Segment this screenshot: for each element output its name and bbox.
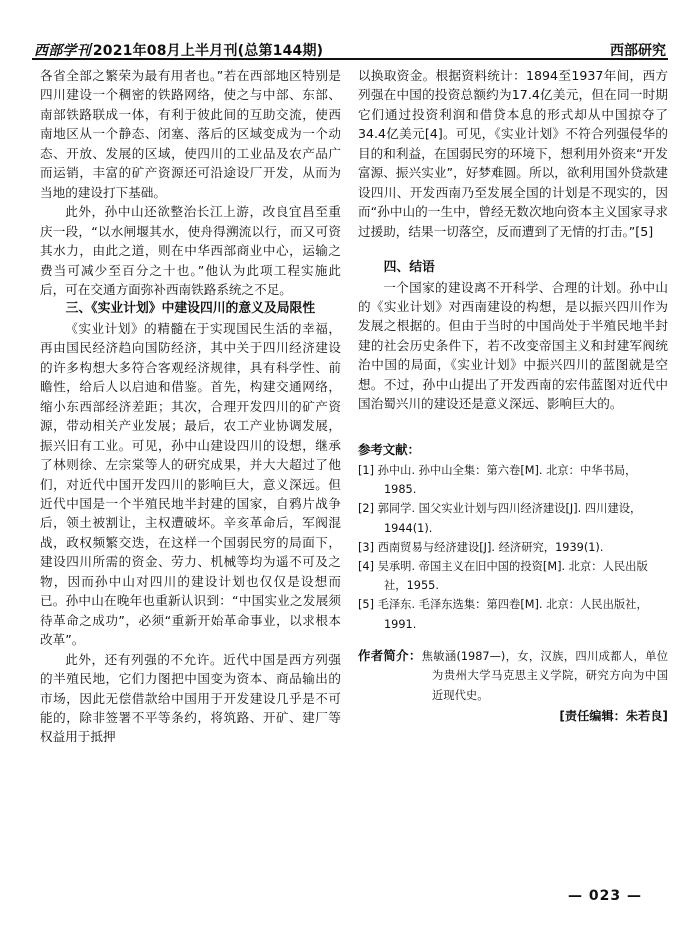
references — [358, 440, 668, 634]
right-column — [358, 66, 668, 727]
running-header-left — [34, 40, 323, 60]
paragraph: 《实业计划》的精髓在于实现国民生活的幸福，再由国民经济趋向国防经济，其中关于四川经济建设的许多构想大多符合客观经济规律，具有科学性、前瞻性，给后人以启迪和借鉴。首先，构建交通网络，缩小东西部经济差距；其次，合理开发四川的矿产资源，带动相关产业发展；最后，农工产业协调发展，振兴旧有工业。可见，孙中山建设四川的设想，继承了林则徐、左宗棠等人的研究成果，并大大超过了他们，对近代中国开发四川的影响巨大，意义深远。但近代中国是一个半殖民地半封建的国家，自鸦片战争后，领土被割让，主权遭破坏。辛亥革命后，军阀混战，政权频繁交迭，在这样一个国弱民穷的局面下，建设四川所需的资金、劳力、机械等均为遥不可及之物，因而孙中山对四川的建设计划也仅仅是设想而已。孙中山在晚年也重新认识到：“中国实业之发展须待革命之成功”，必须“重新开始革命事业，以求根本改革”。 — [40, 320, 341, 648]
reference-item: [5] 毛泽东. 毛泽东选集：第四卷[M]. 北京：人民出版社，1991. — [358, 598, 648, 631]
issue-info: 2021年08月上半月刊(总第144期) — [92, 43, 324, 59]
reference-item: [1] 孙中山. 孙中山全集：第六卷[M]. 北京：中华书局，1985. — [358, 463, 637, 497]
paragraph: 以换取资金。根据资料统计：1894至1937年间，西方列强在中国的投资总额约为17.4亿美元，但在同一时期它们通过投资利润和借贷本息的形式却从中国掠夺了34.4亿美元[4]。可见，《实业计划》不符合列强侵华的目的和利益，在国弱民穷的环境下，想利用外资来“开发富源、振兴实业”，好梦难圆。所以，欲利用国外贷款建设四川、开发西南乃至发展全国的计划是不现实的，因而“孙中山的一生中，曾经无数次地向资本主义国家寻求过援助，结果一切落空，反而遭到了无情的打击。”[5] — [358, 68, 668, 239]
header-rule — [32, 58, 668, 60]
paragraph: 此外，还有列强的不允许。近代中国是西方列强的半殖民地，它们力图把中国变为资本、商品输出的市场，因此无偿借款给中国用于开发建设几乎是不可能的，除非签署不平等条约，将筑路、开矿、建厂等权益用于抵押 — [40, 651, 341, 745]
page-number: — 023 — — [568, 888, 642, 904]
author-bio — [358, 646, 668, 706]
responsible-editor: [责任编辑：朱若良] — [559, 709, 668, 724]
author-bio-text: 焦敏涵(1987—)，女，汉族，四川成都人，单位为贵州大学马克思主义学院，研究方向为中国近现代史。 — [421, 649, 668, 702]
paragraph: 一个国家的建设离不开科学、合理的计划。孙中山的《实业计划》对西南建设的构想，是以振兴四川作为发展之根据的。但由于当时的中国尚处于半殖民地半封建的社会历史条件下，若不改变帝国主义和封建军阀统治中国的局面，《实业计划》中振兴四川的蓝图就是空想。不过，孙中山提出了开发西南的宏伟蓝图对近代中国治蜀兴川的建设还是意义深远、影响巨大的。 — [358, 279, 668, 412]
references-title: 参考文献： — [358, 441, 420, 457]
paragraph: 此外，孙中山还欲整治长江上游，改良宜昌至重庆一段，“以水闸堰其水，使舟得溯流以行，而又可资其水力，由此之道，则在中华西部商业中心，运输之费当可减少至百分之十也。”他认为此项工程实施此后，可在交通方面弥补西南铁路系统之不足。 — [40, 204, 341, 297]
reference-item: [2] 郭同学. 国父实业计划与四川经济建设[J]. 四川建设，1944(1). — [358, 502, 642, 535]
reference-item: [4] 吴承明. 帝国主义在旧中国的投资[M]. 北京：人民出版社，1955. — [358, 559, 648, 593]
reference-item: [3] 西南贸易与经济建设[J]. 经济研究，1939(1). — [358, 540, 604, 554]
column-name: 西部研究 — [610, 43, 666, 59]
section-heading: 三、《实业计划》中建设四川的意义及局限性 — [65, 301, 316, 317]
left-column — [40, 66, 341, 747]
author-bio-label: 作者简介： — [358, 647, 422, 663]
section-heading: 四、结语 — [383, 260, 435, 276]
journal-logo: 西部学刊 — [34, 43, 91, 59]
paragraph: 各省全部之繁荣为最有用者也。”若在西部地区特别是四川建设一个稠密的铁路网络，使之与中部、东部、南部铁路联成一体，有利于彼此间的互助交流，使西南地区从一个静态、闭塞、落后的区域变成为一个动态、开放、发展的区域，使四川的工业品及农产品广而运销，丰富的矿产资源还可沿途设厂开发，从而为当地的建设打下基础。 — [40, 68, 341, 200]
